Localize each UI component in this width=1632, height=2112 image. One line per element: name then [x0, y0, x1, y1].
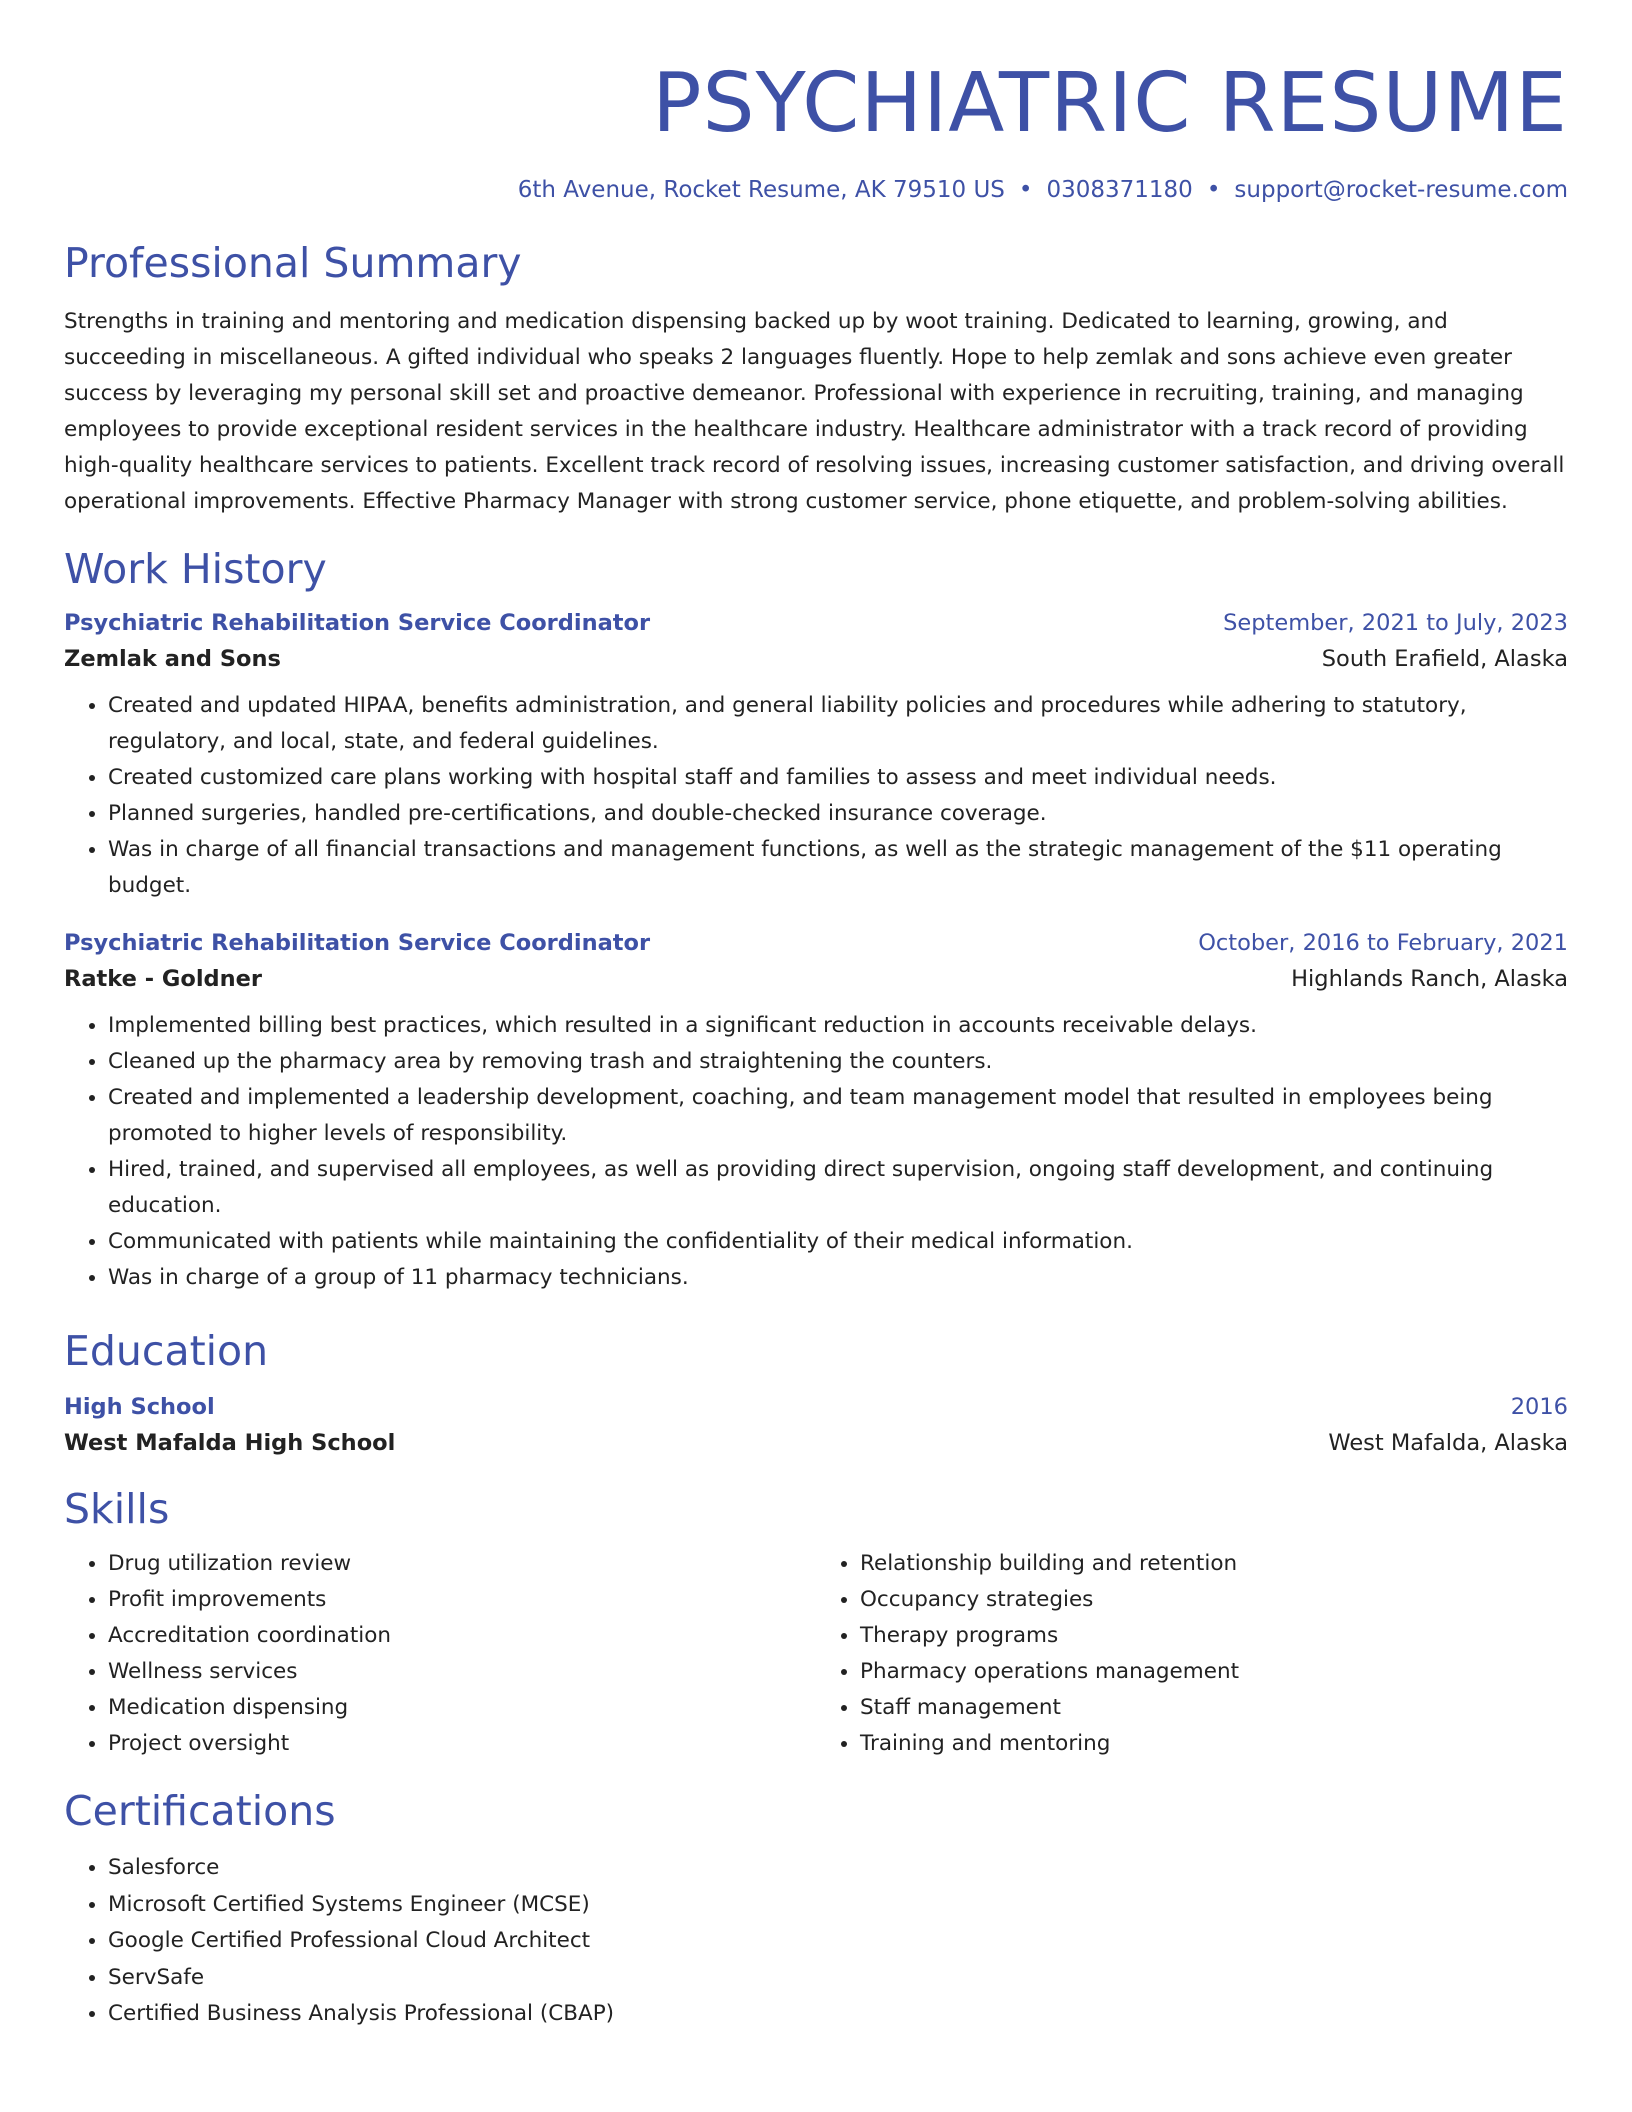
job-title: Psychiatric Rehabilitation Service Coordinator: [64, 930, 651, 956]
contact-email: support@rocket-resume.com: [1234, 177, 1568, 203]
summary-text: Strengths in training and mentoring and medication dispensing backed up by woot training. Dedicated to learning, growing, and succeeding in miscellaneous. A gifted individual who speaks 2 languages fluently. Hope to help zemlak and sons achieve even greater success by leveraging my personal skill set and proactive demeanor. Professional with experience in recruiting, training, and managing employees to provide exceptional resident services in the healthcare industry. Healthcare administrator with a track record of providing high-quality healthcare services to patients. Excellent track record of resolving issues, increasing customer satisfaction, and driving overall operational improvements. Effective Pharmacy Manager with strong customer service, phone etiquette, and problem-solving abilities.: [64, 309, 1565, 514]
skills-list-left: [64, 1546, 816, 1762]
job-entry: [64, 926, 1568, 1296]
job-dates: September, 2021 to July, 2023: [1223, 610, 1568, 636]
section-title-education: Education: [64, 1327, 269, 1375]
job-bullet: • Created and updated HIPAA, benefits administration, and general liability policies and procedures while adhering to statutory, regulatory, and local, state, and federal guidelines.: [108, 688, 1568, 760]
skill-item: • Occupancy strategies: [860, 1582, 1568, 1618]
education-school: West Mafalda High School: [64, 1430, 396, 1456]
section-title-certifications: Certifications: [64, 1787, 336, 1835]
job-location: Highlands Ranch, Alaska: [1291, 966, 1568, 992]
skill-item: • Wellness services: [108, 1654, 816, 1690]
certification-item: • Microsoft Certified Systems Engineer (MCSE): [108, 1887, 1568, 1924]
skill-item: • Drug utilization review: [108, 1546, 816, 1582]
contact-line: [64, 174, 1568, 206]
skill-item: • Staff management: [860, 1690, 1568, 1726]
education-entry: [64, 1390, 1568, 1462]
skills-columns: [64, 1546, 1568, 1762]
resume-title: PSYCHIATRIC RESUME: [652, 56, 1568, 151]
certifications-list: [64, 1850, 1568, 2033]
job-dates: October, 2016 to February, 2021: [1198, 930, 1568, 956]
skill-item: • Pharmacy operations management: [860, 1654, 1568, 1690]
job-bullet: • Hired, trained, and supervised all employees, as well as providing direct supervision, ongoing staff development, and continuing education.: [108, 1152, 1568, 1224]
job-bullet: • Implemented billing best practices, which resulted in a significant reduction in accounts receivable delays.: [108, 1008, 1568, 1044]
job-company: Zemlak and Sons: [64, 646, 281, 672]
skill-item: • Project oversight: [108, 1726, 816, 1762]
education-degree: High School: [64, 1394, 215, 1420]
contact-phone: 0308371180: [1046, 177, 1193, 203]
job-company: Ratke - Goldner: [64, 966, 263, 992]
certification-item: • Salesforce: [108, 1850, 1568, 1887]
contact-separator: •: [1018, 177, 1033, 203]
job-bullet: • Created customized care plans working with hospital staff and families to assess and meet individual needs.: [108, 760, 1568, 796]
job-bullet: • Was in charge of all financial transactions and management functions, as well as the strategic management of the $11 operating budget.: [108, 832, 1568, 904]
job-bullet: • Communicated with patients while maintaining the confidentiality of their medical information.: [108, 1224, 1568, 1260]
job-bullet: • Was in charge of a group of 11 pharmacy technicians.: [108, 1260, 1568, 1296]
job-bullet: • Cleaned up the pharmacy area by removing trash and straightening the counters.: [108, 1044, 1568, 1080]
education-location: West Mafalda, Alaska: [1328, 1430, 1568, 1456]
skill-item: • Training and mentoring: [860, 1726, 1568, 1762]
contact-separator: •: [1206, 177, 1221, 203]
skill-item: • Accreditation coordination: [108, 1618, 816, 1654]
skill-item: • Therapy programs: [860, 1618, 1568, 1654]
job-bullet: • Planned surgeries, handled pre-certifications, and double-checked insurance coverage.: [108, 796, 1568, 832]
section-title-summary: Professional Summary: [64, 239, 522, 287]
skill-item: • Profit improvements: [108, 1582, 816, 1618]
skill-item: • Relationship building and retention: [860, 1546, 1568, 1582]
job-bullets: [64, 1008, 1568, 1296]
job-bullet: • Created and implemented a leadership development, coaching, and team management model that resulted in employees being promoted to higher levels of responsibility.: [108, 1080, 1568, 1152]
job-title: Psychiatric Rehabilitation Service Coordinator: [64, 610, 651, 636]
job-bullets: [64, 688, 1568, 904]
certification-item: • Certified Business Analysis Professional (CBAP): [108, 1996, 1568, 2033]
section-title-work-history: Work History: [64, 545, 327, 593]
education-year: 2016: [1510, 1394, 1568, 1420]
job-entry: [64, 606, 1568, 904]
certification-item: • Google Certified Professional Cloud Architect: [108, 1923, 1568, 1960]
job-location: South Erafield, Alaska: [1321, 646, 1568, 672]
contact-address: 6th Avenue, Rocket Resume, AK 79510 US: [517, 177, 1005, 203]
skills-list-right: [816, 1546, 1568, 1762]
certification-item: • ServSafe: [108, 1960, 1568, 1997]
skill-item: • Medication dispensing: [108, 1690, 816, 1726]
section-title-skills: Skills: [64, 1485, 170, 1533]
